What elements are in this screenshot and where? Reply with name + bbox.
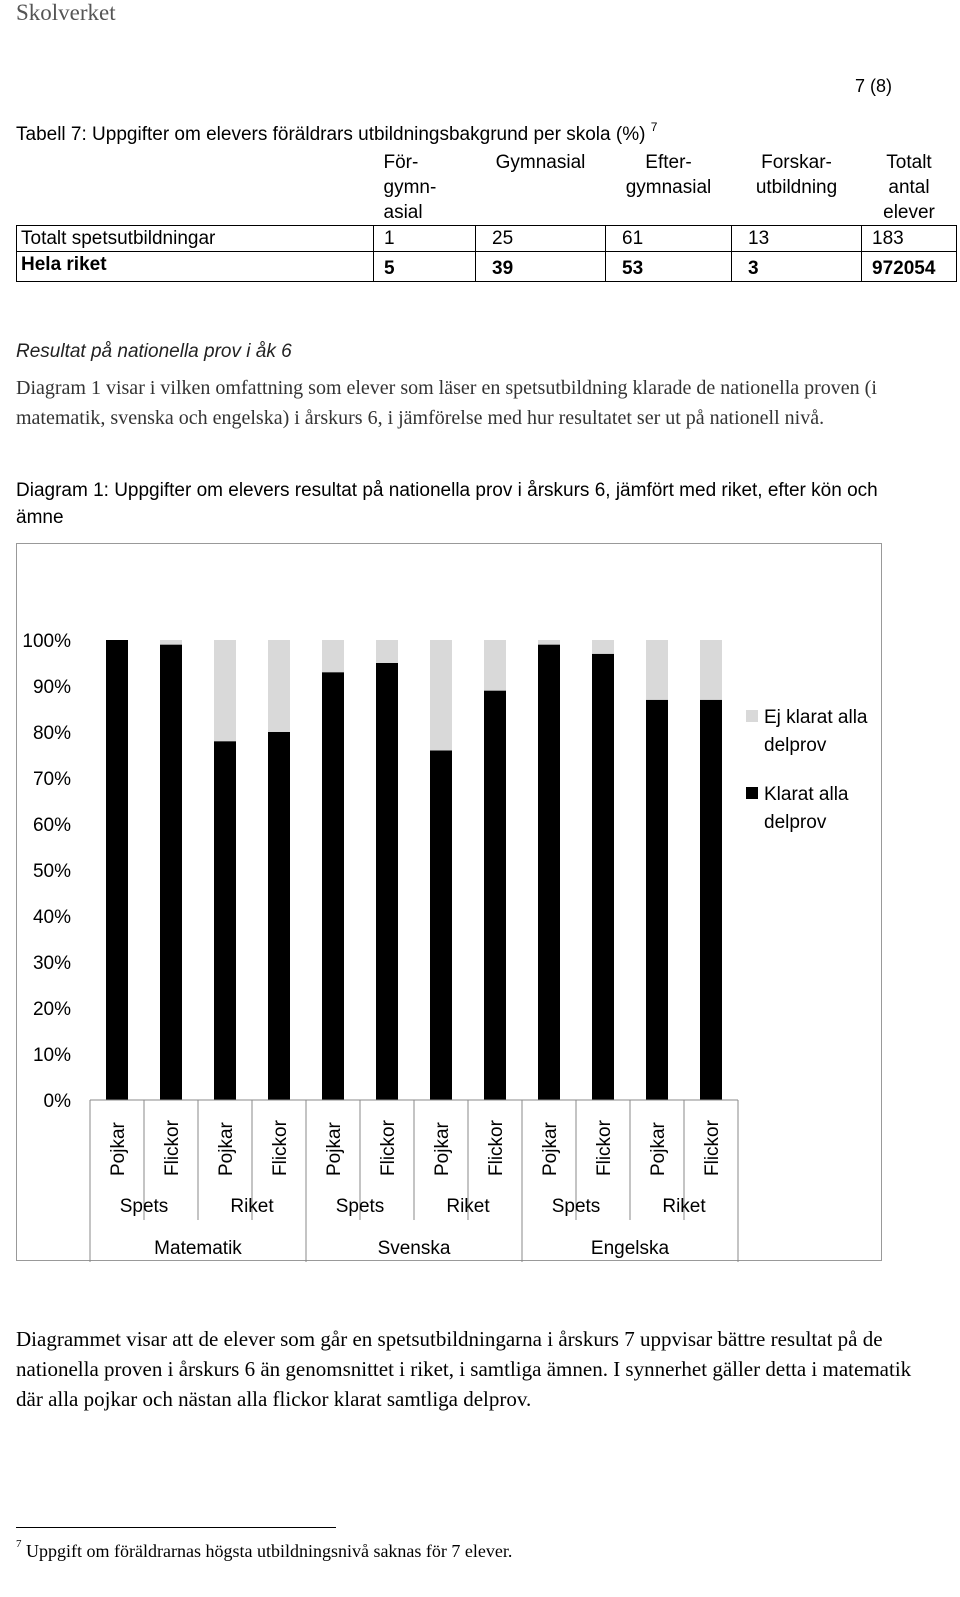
category-label: Pojkar (432, 1122, 453, 1176)
y-tick-label: 100% (22, 631, 71, 652)
bar-klarat (430, 750, 452, 1100)
bar-ej-klarat (592, 640, 614, 654)
header-org-name: Skolverket (16, 0, 116, 25)
footnote-number: 7 (16, 1538, 22, 1550)
bar-ej-klarat (322, 640, 344, 672)
table-caption (16, 120, 658, 146)
y-tick-label: 40% (32, 907, 71, 928)
bar-klarat (646, 700, 668, 1100)
bar-ej-klarat (214, 640, 236, 741)
subject-label: Engelska (590, 1238, 670, 1259)
category-label: Flickor (270, 1120, 291, 1176)
page-number: 7 (8) (855, 76, 893, 96)
table-caption-text: Tabell 7: Uppgifter om elevers föräldrars utbildningsbakgrund per skola (%) (16, 124, 646, 145)
chart-caption: Diagram 1: Uppgifter om elevers resultat på nationella prov i årskurs 6, jämfört med riket, efter kön och ämne (16, 480, 878, 528)
bar-ej-klarat (376, 640, 398, 663)
subject-label: Svenska (377, 1238, 451, 1259)
table-row (17, 252, 957, 282)
table-header-col: För- gymn- asial (374, 150, 476, 226)
legend-swatch (746, 787, 758, 799)
bar-klarat (484, 691, 506, 1100)
table-cell: 25 (476, 226, 606, 252)
bar-ej-klarat (700, 640, 722, 700)
bar-ej-klarat (268, 640, 290, 732)
group-label: Riket (446, 1196, 490, 1217)
footnote (16, 1538, 513, 1562)
y-tick-label: 50% (32, 861, 71, 882)
footnote-divider (16, 1527, 336, 1528)
category-label: Flickor (594, 1120, 615, 1176)
table-cell: 53 (606, 252, 732, 282)
parent-education-table (16, 150, 957, 282)
category-label: Pojkar (540, 1122, 561, 1176)
table-row-label: Hela riket (17, 252, 374, 282)
table-cell: 972054 (862, 252, 957, 282)
y-tick-label: 90% (32, 677, 71, 698)
table-header-col: Forskar- utbildning (732, 150, 862, 226)
table-caption-footnote-ref: 7 (650, 120, 658, 134)
stacked-bar-chart (17, 544, 883, 1262)
table-cell: 1 (374, 226, 476, 252)
legend-label: Klarat alla (764, 784, 849, 805)
category-label: Flickor (702, 1120, 723, 1176)
legend-label: Ej klarat alla (764, 707, 868, 728)
bar-ej-klarat (646, 640, 668, 700)
y-tick-label: 0% (43, 1091, 71, 1112)
category-label: Flickor (378, 1120, 399, 1176)
y-tick-label: 10% (32, 1045, 71, 1066)
footnote-text: Uppgift om föräldrarnas högsta utbildningsnivå saknas för 7 elever. (26, 1541, 513, 1561)
y-tick-label: 20% (32, 999, 71, 1020)
table-cell: 3 (732, 252, 862, 282)
y-tick-label: 60% (32, 815, 71, 836)
bar-klarat (160, 645, 182, 1100)
bar-klarat (700, 700, 722, 1100)
table-row-label: Totalt spetsutbildningar (17, 226, 374, 252)
chart-frame (16, 543, 882, 1261)
bar-ej-klarat (160, 640, 182, 645)
bar-klarat (106, 640, 128, 1100)
bar-klarat (538, 645, 560, 1100)
group-label: Spets (119, 1196, 169, 1217)
table-cell: 5 (374, 252, 476, 282)
table-header-empty (17, 150, 374, 226)
table-cell: 183 (862, 226, 957, 252)
section-heading: Resultat på nationella prov i åk 6 (16, 341, 292, 362)
group-label: Riket (230, 1196, 274, 1217)
table-cell: 61 (606, 226, 732, 252)
bar-ej-klarat (538, 640, 560, 645)
table-row (17, 226, 957, 252)
bar-klarat (592, 654, 614, 1100)
group-label: Spets (551, 1196, 601, 1217)
table-header-col: Gymnasial (476, 150, 606, 226)
legend-label: delprov (764, 735, 827, 756)
category-label: Pojkar (648, 1122, 669, 1176)
table-header-col: Totalt antal elever (862, 150, 957, 226)
y-tick-label: 70% (32, 769, 71, 790)
table-cell: 13 (732, 226, 862, 252)
group-label: Spets (335, 1196, 385, 1217)
category-label: Pojkar (216, 1122, 237, 1176)
category-label: Pojkar (324, 1122, 345, 1176)
bar-klarat (268, 732, 290, 1100)
legend-label: delprov (764, 812, 827, 833)
legend-swatch (746, 710, 758, 722)
table-header-col: Efter- gymnasial (606, 150, 732, 226)
bar-klarat (214, 741, 236, 1100)
bar-klarat (376, 663, 398, 1100)
bar-klarat (322, 672, 344, 1100)
category-label: Flickor (162, 1120, 183, 1176)
table-cell: 39 (476, 252, 606, 282)
bar-ej-klarat (484, 640, 506, 691)
category-label: Flickor (486, 1120, 507, 1176)
table-header-row (17, 150, 957, 226)
category-label: Pojkar (108, 1122, 129, 1176)
y-tick-label: 80% (32, 723, 71, 744)
intro-paragraph: Diagram 1 visar i vilken omfattning som elever som läser en spetsutbildning klarade de nationella proven (i matematik, svenska och engelska) i årskurs 6, i jämförelse med hur resultatet ser ut på nationell nivå. (16, 377, 877, 429)
group-label: Riket (662, 1196, 706, 1217)
bar-ej-klarat (430, 640, 452, 750)
y-tick-label: 30% (32, 953, 71, 974)
conclusion-paragraph: Diagrammet visar att de elever som går en spetsutbildningarna i årskurs 7 uppvisar bättre resultat på de nationella proven i årskurs 6 än genomsnittet i riket, i samtliga ämnen. I synnerhet gäller detta i matematik där alla pojkar och nästan alla flickor klarat samtliga delprov. (16, 1327, 912, 1411)
subject-label: Matematik (154, 1238, 242, 1259)
